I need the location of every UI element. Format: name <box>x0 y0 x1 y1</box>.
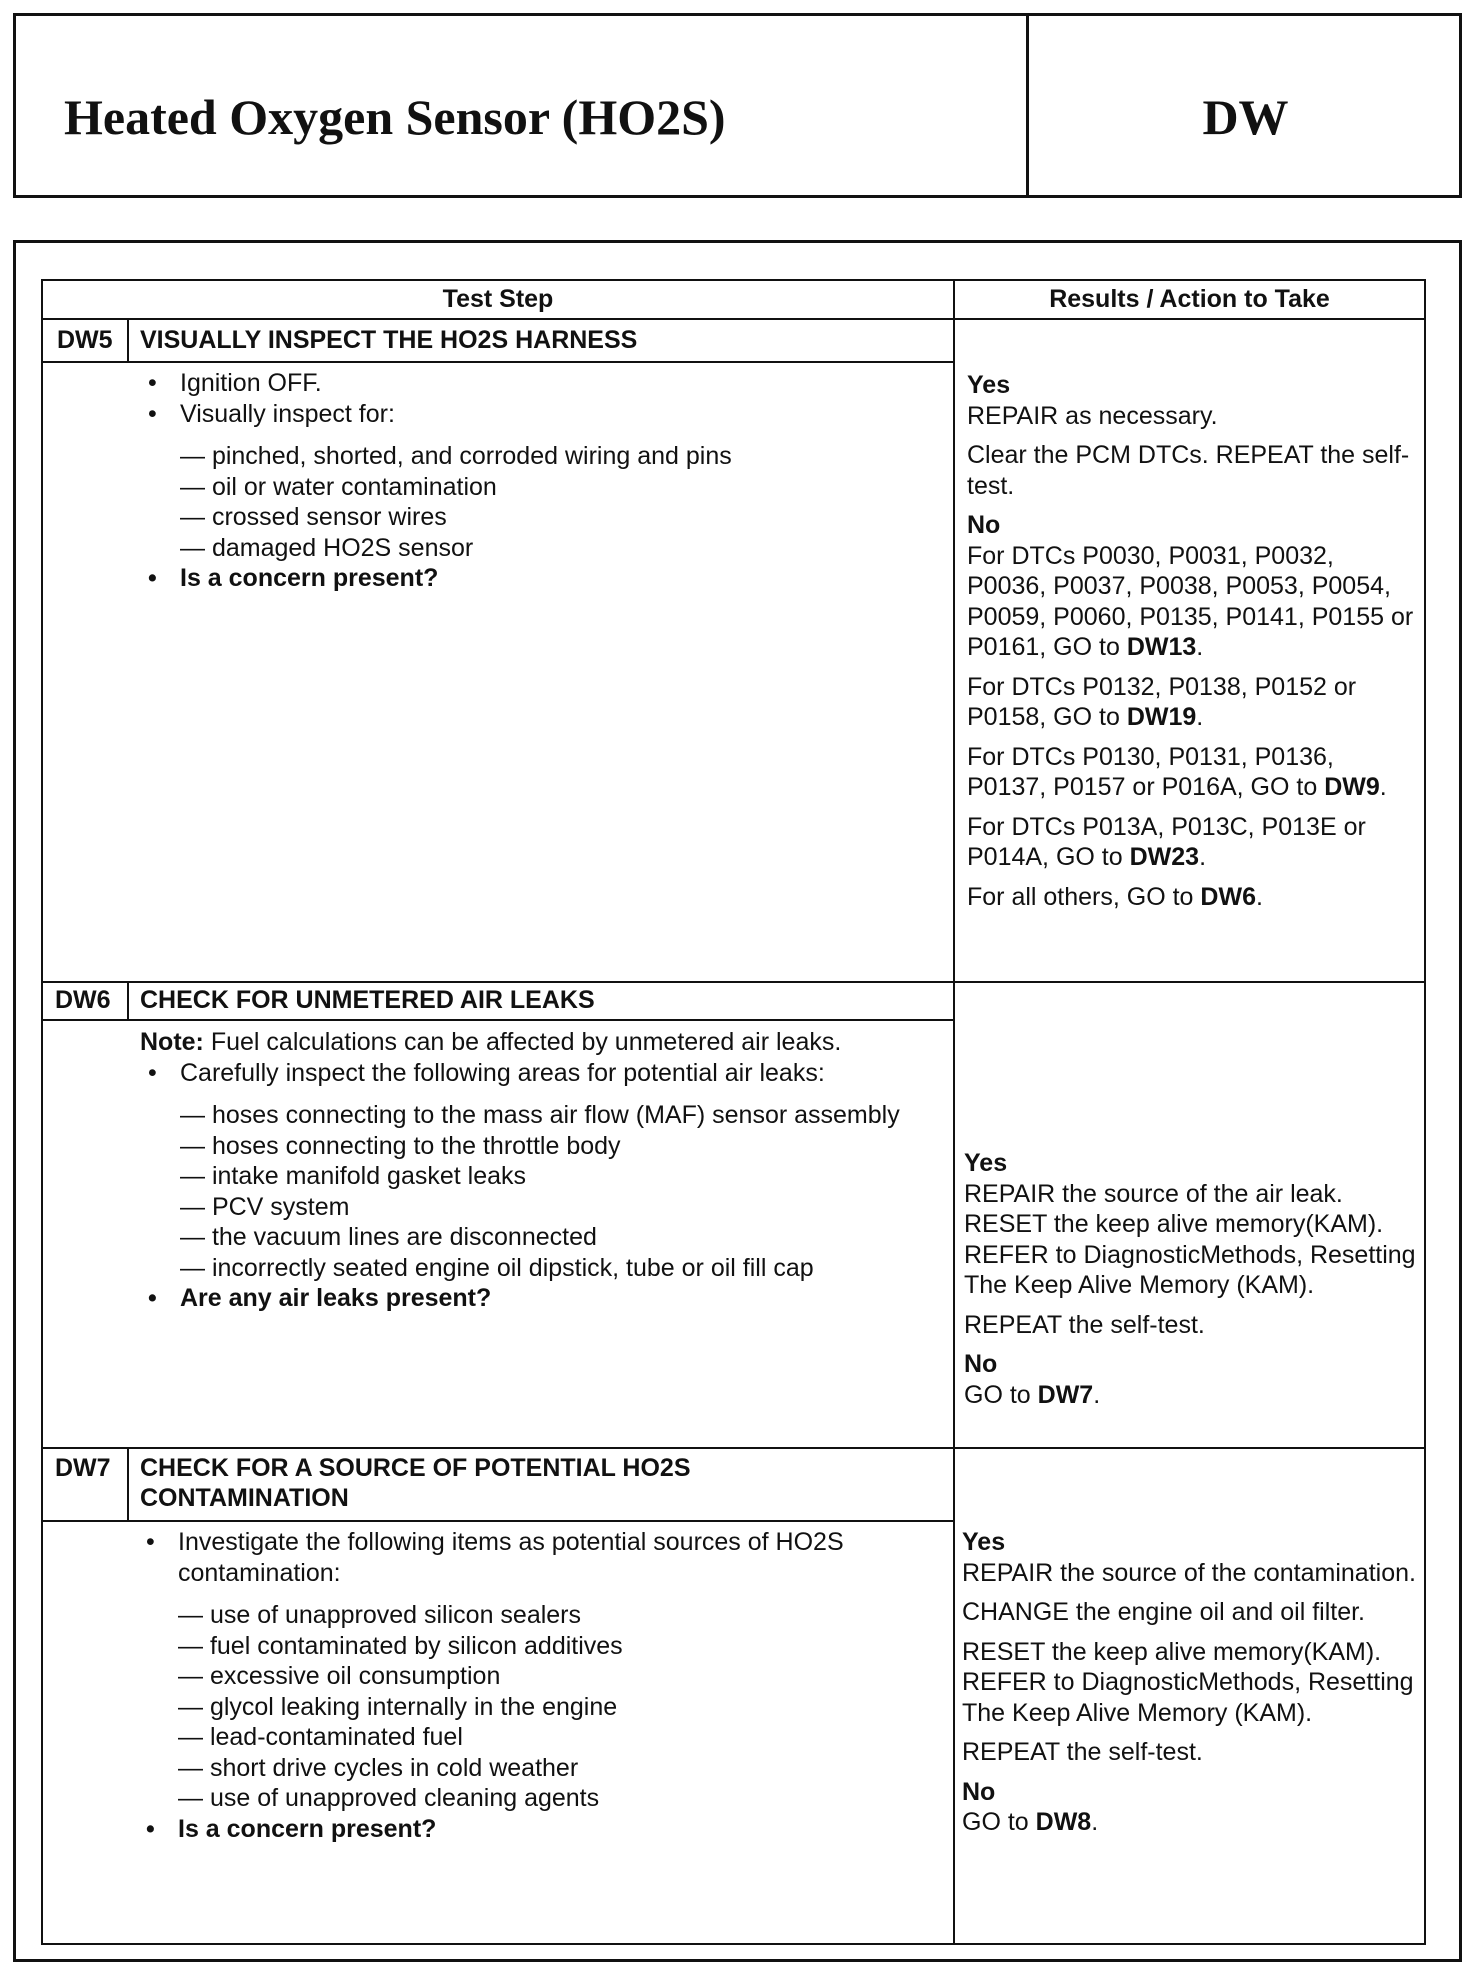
dw7-yes-label: Yes <box>962 1528 1006 1556</box>
dw5-bullet-2: • Visually inspect for: <box>140 399 940 430</box>
dw6-yes-action-2: REPEAT the self-test. <box>964 1310 1205 1339</box>
dw5-no-action-5: For all others, GO to DW6. <box>967 882 1263 911</box>
table-right-border <box>1424 279 1426 1945</box>
dw7-yes-action-4: REPEAT the self-test. <box>962 1738 1203 1766</box>
dw7-dash-3: — excessive oil consumption <box>178 1662 501 1690</box>
dw5-results <box>967 370 1419 921</box>
dw6-note: Note: Fuel calculations can be affected by unmetered air leaks. <box>140 1028 842 1056</box>
dw6-instructions <box>140 1027 910 1314</box>
dw7-id-divider <box>127 1447 129 1521</box>
dw5-no-action-1: For DTCs P0030, P0031, P0032, P0036, P0037, P0038, P0053, P0054, P0059, P0060, P0135, P0141, P0155 or P0161, GO to DW13. <box>967 541 1414 661</box>
dw7-yes-action-3: RESET the keep alive memory(KAM). REFER to DiagnosticMethods, Resetting The Keep Alive Memory (KAM). <box>962 1637 1414 1727</box>
dw6-dash-6: — incorrectly seated engine oil dipstick, tube or oil fill cap <box>180 1253 814 1282</box>
column-header-results: Results / Action to Take <box>1049 285 1330 313</box>
step-ref-dw19[interactable]: DW19 <box>1126 703 1197 731</box>
dw5-no-label: No <box>967 511 1001 539</box>
dw7-bullet-1: • Investigate the following items as potential sources of HO2S contamination: <box>138 1527 928 1588</box>
dw7-yes-action-2: CHANGE the engine oil and oil filter. <box>962 1598 1365 1626</box>
dw7-instructions <box>138 1527 928 1844</box>
dw6-yes-action-1: REPAIR the source of the air leak. RESET the keep alive memory(KAM). REFER to DiagnosticMethods, Resetting The Keep Alive Memory (KAM). <box>964 1179 1416 1299</box>
step-ref-dw13[interactable]: DW13 <box>1126 633 1197 661</box>
section-code: DW <box>1202 89 1289 145</box>
dw7-no-label: No <box>962 1777 996 1806</box>
dw6-dash-5: — the vacuum lines are disconnected <box>180 1223 597 1251</box>
step-ref-dw8[interactable]: DW8 <box>1035 1808 1092 1836</box>
dw5-yes-label: Yes <box>967 371 1011 399</box>
step-id-dw5: DW5 <box>57 326 113 354</box>
dw7-dash-2: — fuel contaminated by silicon additives <box>178 1631 623 1660</box>
page-title: Heated Oxygen Sensor (HO2S) <box>64 89 726 145</box>
dw5-title-border <box>41 361 953 363</box>
step-ref-dw6[interactable]: DW6 <box>1200 882 1256 911</box>
dw7-dash-5: — lead-contaminated fuel <box>178 1723 463 1751</box>
dw6-dash-1: — hoses connecting to the mass air flow (MAF) sensor assembly <box>180 1101 900 1129</box>
dw7-yes-action-1: REPAIR the source of the contamination. <box>962 1558 1416 1587</box>
dw6-no-action-1: GO to DW7. <box>964 1380 1101 1409</box>
dw7-dash-7: — use of unapproved cleaning agents <box>178 1784 600 1812</box>
step-id-dw6: DW6 <box>55 986 111 1014</box>
dw7-no-action-1: GO to DW8. <box>962 1808 1099 1836</box>
dw5-yes-action-1: REPAIR as necessary. <box>967 401 1218 430</box>
dw7-dash-6: — short drive cycles in cold weather <box>178 1753 579 1782</box>
dw6-top-border <box>41 981 1425 983</box>
dw5-no-action-3: For DTCs P0130, P0131, P0136, P0137, P0157 or P016A, GO to DW9. <box>967 742 1387 801</box>
dw6-dash-3: — intake manifold gasket leaks <box>180 1162 527 1190</box>
dw5-dash-3: — crossed sensor wires <box>180 503 447 531</box>
dw6-dash-4: — PCV system <box>180 1192 350 1221</box>
dw5-yes-action-2: Clear the PCM DTCs. REPEAT the self-test. <box>967 441 1410 500</box>
dw7-top-border <box>41 1447 1425 1449</box>
dw5-id-divider <box>127 318 129 362</box>
table-bottom-border <box>41 1943 1425 1945</box>
step-ref-dw7[interactable]: DW7 <box>1037 1380 1094 1409</box>
dw6-question: • Are any air leaks present? <box>140 1283 910 1314</box>
dw6-id-divider <box>127 981 129 1020</box>
dw5-dash-4: — damaged HO2S sensor <box>180 533 474 562</box>
step-ref-dw23[interactable]: DW23 <box>1129 843 1200 871</box>
dw5-dash-2: — oil or water contamination <box>180 472 497 501</box>
dw6-title-border <box>41 1019 953 1021</box>
dw6-dash-2: — hoses connecting to the throttle body <box>180 1131 621 1160</box>
step-title-dw6: CHECK FOR UNMETERED AIR LEAKS <box>140 986 595 1014</box>
page-header <box>13 13 1462 198</box>
dw5-no-action-2: For DTCs P0132, P0138, P0152 or P0158, GO to DW19. <box>967 672 1357 731</box>
dw7-question: • Is a concern present? <box>138 1814 928 1845</box>
table-left-border <box>41 279 43 1945</box>
dw5-instructions <box>140 368 940 594</box>
dw6-yes-label: Yes <box>964 1149 1008 1177</box>
dw6-no-label: No <box>964 1350 998 1378</box>
step-id-dw7: DW7 <box>55 1454 111 1482</box>
dw5-question: • Is a concern present? <box>140 563 940 594</box>
column-header-test-step: Test Step <box>442 285 554 313</box>
step-ref-dw9[interactable]: DW9 <box>1324 773 1380 801</box>
header-bottom-border <box>41 318 1425 320</box>
dw5-dash-1: — pinched, shorted, and corroded wiring and pins <box>180 442 732 470</box>
step-title-dw5: VISUALLY INSPECT THE HO2S HARNESS <box>140 326 638 354</box>
dw7-dash-4: — glycol leaking internally in the engine <box>178 1692 618 1721</box>
step-title-dw7: CHECK FOR A SOURCE OF POTENTIAL HO2S CONTAMINATION <box>140 1454 691 1512</box>
dw7-results <box>962 1527 1420 1847</box>
dw5-no-action-4: For DTCs P013A, P013C, P013E or P014A, GO to DW23. <box>967 812 1366 871</box>
dw7-dash-1: — use of unapproved silicon sealers <box>178 1601 582 1629</box>
dw6-results <box>964 1148 1419 1419</box>
dw6-bullet-1: • Carefully inspect the following areas for potential air leaks: <box>140 1058 910 1089</box>
column-divider <box>953 279 955 1945</box>
dw5-bullet-1: • Ignition OFF. <box>140 368 940 399</box>
dw7-title-border <box>41 1520 953 1522</box>
